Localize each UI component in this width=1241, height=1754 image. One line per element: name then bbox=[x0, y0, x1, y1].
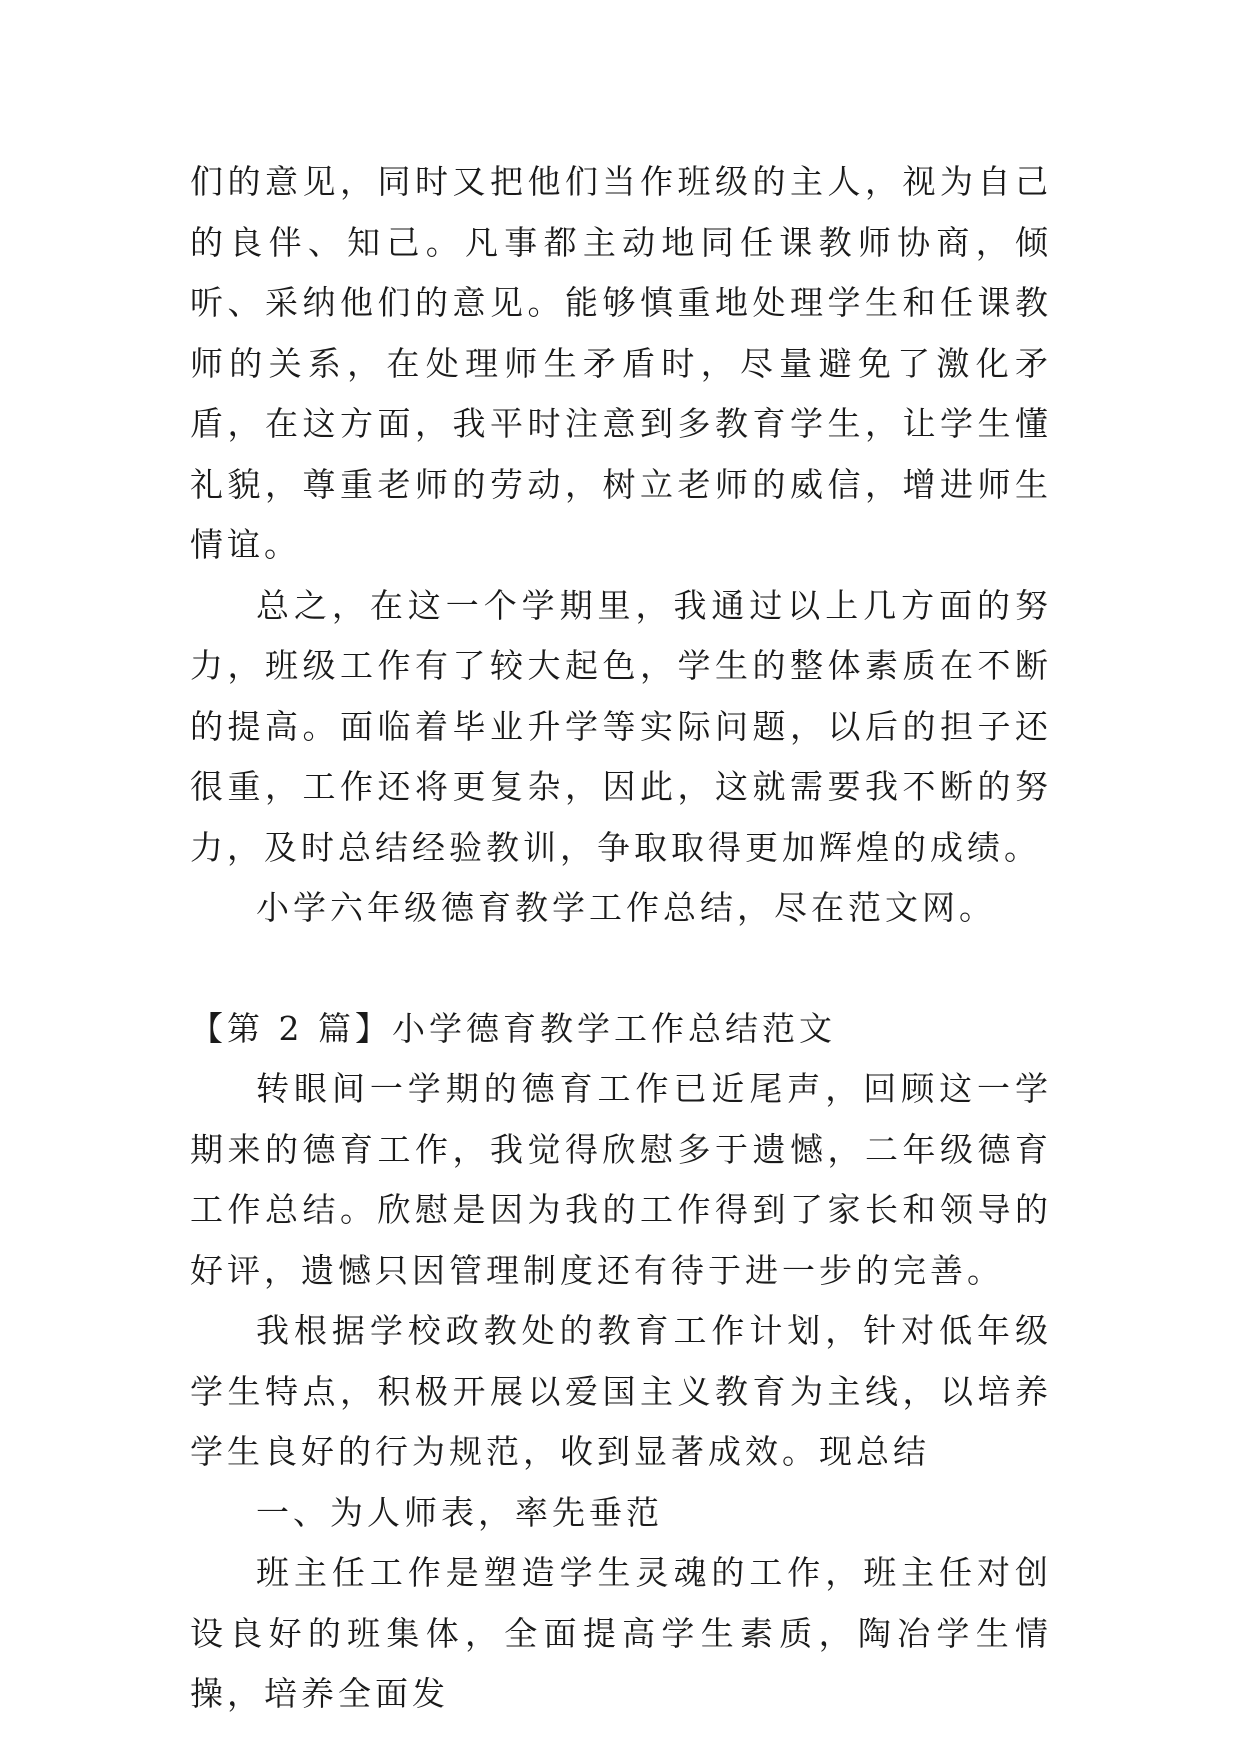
paragraph: 转眼间一学期的德育工作已近尾声，回顾这一学期来的德育工作，我觉得欣慰多于遗憾，二年级德育工作总结。欣慰是因为我的工作得到了家长和领导的好评，遗憾只因管理制度还有待于进一步的完善。 bbox=[190, 1069, 1052, 1290]
paragraph: 班主任工作是塑造学生灵魂的工作，班主任对创设良好的班集体，全面提高学生素质，陶冶学生情操，培养全面发 bbox=[190, 1553, 1052, 1713]
paragraph: 我根据学校政教处的教育工作计划，针对低年级学生特点，积极开展以爱国主义教育为主线，以培养学生良好的行为规范，收到显著成效。现总结 bbox=[190, 1311, 1052, 1471]
section-heading: 【第 2 篇】小学德育教学工作总结范文 bbox=[190, 1008, 836, 1048]
section-spacer bbox=[190, 939, 1052, 999]
paragraph: 总之，在这一个学期里，我通过以上几方面的努力，班级工作有了较大起色，学生的整体素质在不断的提高。面临着毕业升学等实际问题，以后的担子还很重，工作还将更复杂，因此，这就需要我不断的努力，及时总结经验教训，争取取得更加辉煌的成绩。 bbox=[190, 585, 1052, 867]
subheading: 一、为人师表，率先垂范 bbox=[256, 1492, 663, 1532]
paragraph: 们的意见，同时又把他们当作班级的主人，视为自己的良伴、知己。凡事都主动地同任课教师协商，倾听、采纳他们的意见。能够慎重地处理学生和任课教师的关系，在处理师生矛盾时，尽量避免了激化矛盾，在这方面，我平时注意到多教育学生，让学生懂礼貌，尊重老师的劳动，树立老师的威信，增进师生情谊。 bbox=[190, 162, 1052, 564]
document-body bbox=[190, 152, 1052, 1725]
paragraph: 小学六年级德育教学工作总结，尽在范文网。 bbox=[256, 888, 996, 927]
